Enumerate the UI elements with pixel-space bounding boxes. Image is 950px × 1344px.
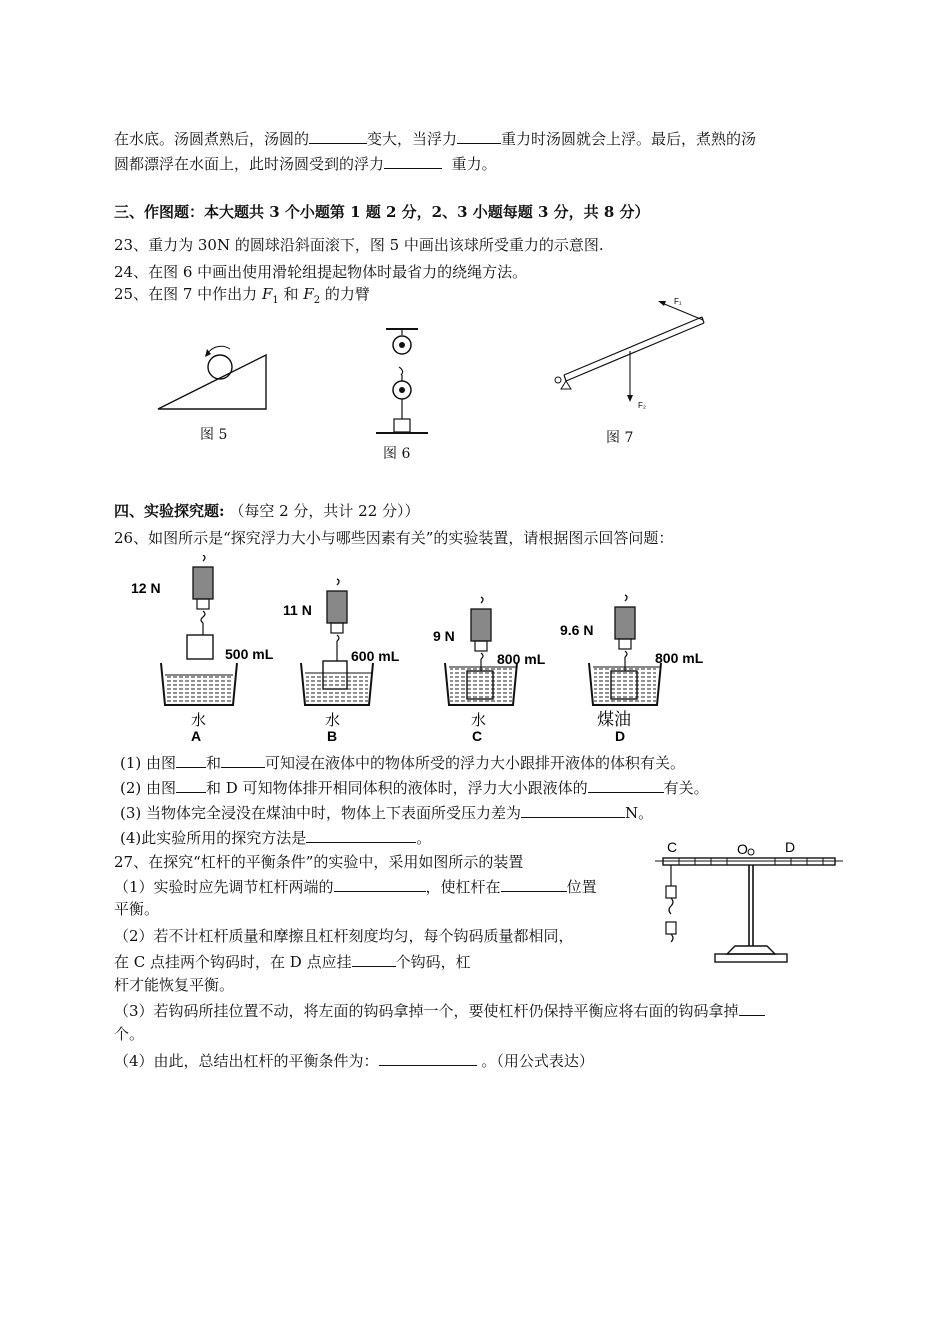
scale-reading-c: 9 N — [433, 628, 455, 644]
q27-3-b: 个。 — [114, 1025, 145, 1043]
q26-text: 26、如图所示是“探究浮力大小与哪些因素有关”的实验装置，请根据图示回答问题： — [114, 529, 674, 547]
experiment-c — [433, 597, 546, 744]
answer-blank[interactable] — [334, 876, 426, 892]
figure-5-incline — [150, 335, 275, 415]
figure-6-pulleys — [372, 325, 432, 437]
q26-1: (1) 由图 和 可知浸在液体中的物体所受的浮力大小跟排开液体的体积有关。 — [120, 754, 686, 772]
spring-scale-a — [193, 567, 213, 599]
section-3-title: 三、作图题：本大题共 3 个小题第 1 题 2 分，2、3 小题每题 3 分，共 8 分） — [114, 203, 650, 221]
q22-line-1: 在水底。汤圆煮熟后，汤圆的 变大，当浮力 重力时汤圆就会上浮。最后，煮熟的汤 — [114, 130, 757, 148]
experiment-b — [283, 579, 400, 744]
spring-scale-c — [471, 609, 491, 641]
q22-line-2: 圆都漂浮在水面上，此时汤圆受到的浮力 重力。 — [114, 155, 497, 173]
liquid-a: 水 — [191, 712, 207, 729]
answer-blank[interactable] — [309, 128, 367, 144]
force-f1 — [662, 303, 703, 320]
section-4-title: 四、实验探究题: （每空 2 分，共计 22 分）） — [114, 502, 420, 520]
answer-blank[interactable] — [221, 752, 265, 768]
q27-2: （2）若不计杠杆质量和摩擦且杠杆刻度均匀，每个钩码质量都相同， — [114, 927, 574, 945]
spring-scale-b — [327, 591, 347, 623]
answer-blank[interactable] — [501, 876, 567, 892]
experiment-a — [131, 555, 274, 744]
lever-base — [715, 954, 787, 962]
q27-3: （3）若钩码所挂位置不动，将左面的钩码拿掉一个，要使杠杆仍保持平衡应将右面的钩码拿掉 — [114, 1000, 765, 1021]
volume-c: 800 mL — [497, 651, 546, 667]
volume-a: 500 mL — [225, 646, 274, 662]
answer-blank[interactable] — [739, 1000, 765, 1016]
rotation-arrow — [208, 346, 230, 353]
q27-4: （4）由此，总结出杠杆的平衡条件为： 。（用公式表达） — [114, 1052, 594, 1070]
figure-6-caption: 图 6 — [383, 446, 411, 462]
q27-1-cont: 平衡。 — [114, 900, 160, 918]
q26-2: (2) 由图 和 D 可知物体排开相同体积的液体时，浮力大小跟液体的 有关。 — [120, 779, 709, 797]
figure-5-caption: 图 5 — [200, 427, 228, 443]
buoyancy-experiment-figure — [125, 555, 745, 745]
q24-text: 24、在图 6 中画出使用滑轮组提起物体时最省力的绕绳方法。 — [114, 263, 528, 281]
q27-1: （1）实验时应先调节杠杆两端的 ，使杠杆在 位置 — [114, 878, 597, 896]
q27-2-c: 杆才能恢复平衡。 — [114, 976, 235, 994]
q27-text: 27、在探究“杠杆的平衡条件”的实验中，采用如图所示的装置 — [114, 853, 524, 871]
experiment-d — [560, 595, 704, 744]
fulcrum — [561, 381, 571, 389]
scale-reading-d: 9.6 N — [560, 622, 594, 638]
force-f1-label: F₁ — [674, 297, 682, 306]
liquid-c: 水 — [471, 712, 487, 729]
ball — [208, 355, 232, 379]
label-d: D — [615, 728, 626, 744]
answer-blank[interactable] — [352, 951, 396, 967]
figure-7-lever — [550, 295, 710, 415]
scale-reading-b: 11 N — [283, 602, 312, 618]
lever-label-d: D — [785, 839, 796, 855]
force-f2-label: F₂ — [638, 401, 646, 410]
answer-blank[interactable] — [457, 128, 501, 144]
scale-reading-a: 12 N — [131, 580, 161, 596]
q23-text: 23、重力为 30N 的圆球沿斜面滚下，图 5 中画出该球所受重力的示意图. — [114, 236, 604, 254]
incline-triangle — [158, 355, 266, 409]
answer-blank[interactable] — [176, 752, 206, 768]
answer-blank[interactable] — [379, 1050, 477, 1066]
liquid-d: 煤油 — [597, 710, 631, 729]
hook-weight-1 — [666, 886, 676, 898]
q25-text: 25、在图 7 中作出力 $F_1$ 和 $F_2$ 的力臂 — [114, 285, 370, 306]
q26-3: (3) 当物体完全浸没在煤油中时，物体上下表面所受压力差为 N。 — [120, 804, 654, 822]
volume-b: 600 mL — [351, 648, 400, 664]
answer-blank[interactable] — [306, 827, 416, 843]
spring-scale-d — [615, 607, 635, 639]
hook-weight-2 — [666, 922, 676, 934]
label-c: C — [472, 728, 483, 744]
answer-blank[interactable] — [176, 777, 206, 793]
answer-blank[interactable] — [588, 777, 664, 793]
q27-2-b: 在 C 点挂两个钩码时，在 D 点应挂 个钩码，杠 — [114, 953, 471, 971]
volume-d: 800 mL — [655, 650, 704, 666]
label-b: B — [327, 728, 338, 744]
q26-4: (4)此实验所用的探究方法是 。 — [120, 829, 432, 847]
lever-balance-figure — [655, 838, 845, 988]
load-block — [394, 419, 410, 432]
answer-blank[interactable] — [384, 153, 442, 169]
answer-blank[interactable] — [521, 802, 625, 818]
lever-label-o: O — [737, 841, 748, 857]
label-a: A — [191, 728, 202, 744]
figure-7-caption: 图 7 — [606, 430, 634, 446]
object-block-a — [187, 635, 213, 659]
lever-label-c: C — [667, 839, 678, 855]
liquid-b: 水 — [325, 712, 341, 729]
